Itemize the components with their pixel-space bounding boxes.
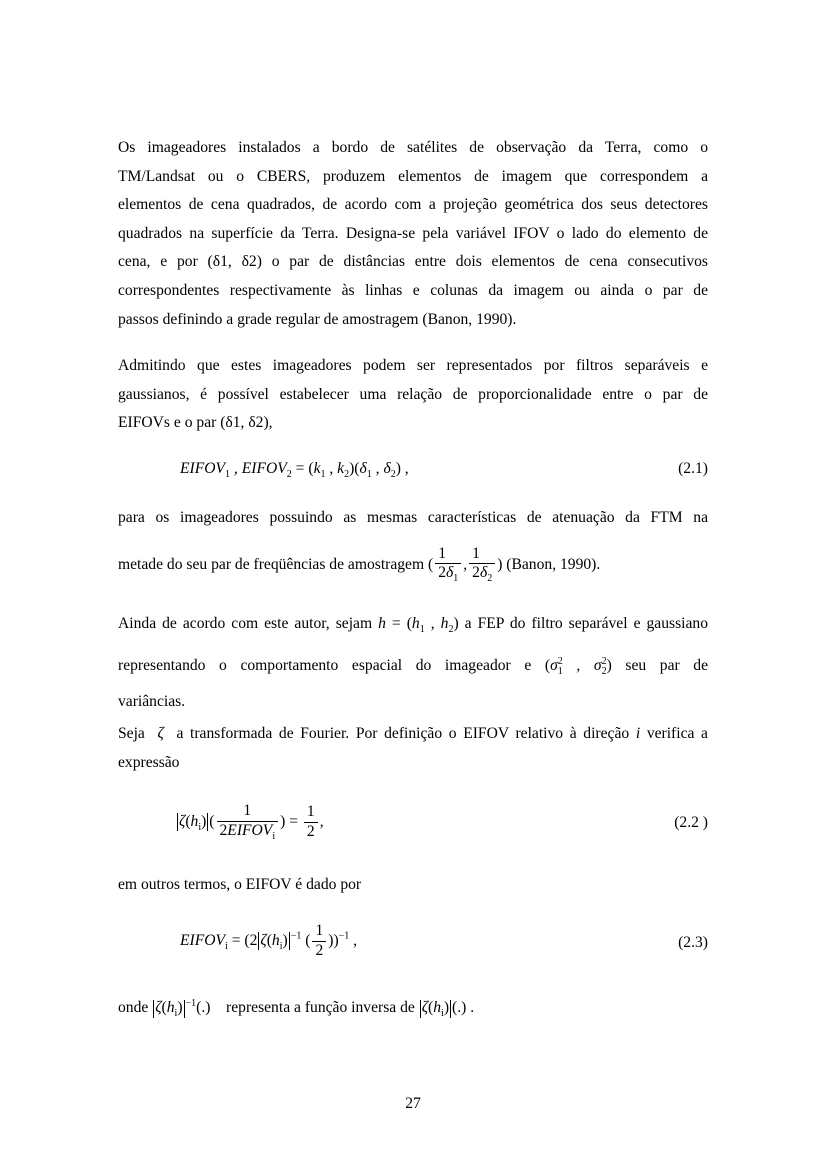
text-line: em outros termos, o EIFOV é dado por (118, 876, 362, 893)
text-line: representando o comportamento espacial do imageador e ($\sigma^2_1$ , $\sigma^2_2$) seu par de (118, 656, 709, 678)
paragraph-6 (118, 871, 708, 900)
text-line: expressão (118, 753, 180, 771)
fraction: $\frac{1}{2\delta_1}$ (435, 545, 461, 586)
text-line: Os imageadores instalados a bordo de satélites de observação da Terra, como o (118, 139, 708, 156)
paragraph-4 (118, 608, 708, 717)
math-inline: $h = (h_1$ , $h_2$) (378, 615, 459, 636)
equation-2-3 (0, 922, 826, 968)
fraction: $\frac{1}{2\delta_2}$ (469, 545, 495, 586)
text-line: elementos de cena quadrados, de acordo com a projeção geométrica dos seus detectores (118, 196, 708, 214)
equation-number: (2.1) (678, 460, 708, 477)
paragraph-2 (118, 352, 708, 438)
math-inline: ($\sigma^2_1$ , $\sigma^2_2$) (544, 656, 612, 678)
text-line: Ainda de acordo com este autor, sejam $h = (h_1$ , $h_2$) a FEP do filtro separável e gaussiano (118, 615, 708, 636)
text-line: metade do seu par de freqüências de amostragem ( $\frac{1}{2\delta_1}$ , $\frac{1}{2\delta_2}$ ) (Banon, 1990). (118, 544, 601, 585)
equation-number: (2.2 ) (674, 814, 708, 831)
text-line: variâncias. (118, 693, 186, 711)
text-line: para os imageadores possuindo as mesmas características de atenuação da FTM na (118, 509, 708, 526)
text-line: onde $\zeta(h_i)$ $^{-1}$(.) representa a função inversa de $\zeta(h_i)$ (.) . (118, 998, 475, 1020)
zeta-symbol: ζ (157, 725, 164, 742)
text-line: correspondentes respectivamente às linhas e colunas da imagem ou ainda o par de (118, 281, 708, 299)
equation-expression: $\zeta(h_i)$ ( $\frac{1}{2EIFOV_i}$ ) = $\frac{1}{2}$ , (179, 802, 324, 842)
equation-2-2 (0, 802, 826, 848)
text-line: cena, e por (δ1, δ2) o par de distâncias entre dois elementos de cena consecutivos (118, 253, 708, 271)
paragraph-3 (118, 504, 708, 585)
text-line: TM/Landsat ou o CBERS, produzem elementos de imagem que correspondem a (118, 167, 708, 185)
math-inline: $\zeta(h_i)$ (.) . (421, 999, 475, 1020)
paragraph-7 (118, 990, 708, 1029)
equation-number: (2.3) (678, 934, 708, 951)
text-line: EIFOVs e o par (δ1, δ2), (118, 414, 273, 432)
text-line: gaussianos, é possível estabelecer uma relação de proporcionalidade entre o par de (118, 385, 708, 403)
text-line: Admitindo que estes imageadores podem ser representados por filtros separáveis e (118, 357, 708, 374)
text-line: quadrados na superfície da Terra. Designa-se pela variável IFOV o lado do elemento de (118, 224, 708, 242)
text-line: passos definindo a grade regular de amostragem (Banon, 1990). (118, 310, 517, 328)
page-number: 27 (405, 1095, 421, 1112)
equation-expression: $EIFOV_i = (2$ $\zeta(h_i)$ $^{-1}$ ( $\frac{1}{2}$ ))$^{-1}$ , (180, 922, 358, 959)
math-inline: $\zeta(h_i)$ $^{-1}$(.) (155, 998, 211, 1020)
paragraph-1 (118, 134, 708, 334)
text-line: Seja ζ a transformada de Fourier. Por definição o EIFOV relativo à direção i verifica a (118, 725, 708, 742)
equation-2-1 (0, 460, 826, 500)
paragraph-5 (118, 720, 708, 777)
equation-expression: $EIFOV_1$ , $EIFOV_2 = (k_1$ , $k_2)(\delta_1$ , $\delta_2$) , (180, 460, 409, 481)
